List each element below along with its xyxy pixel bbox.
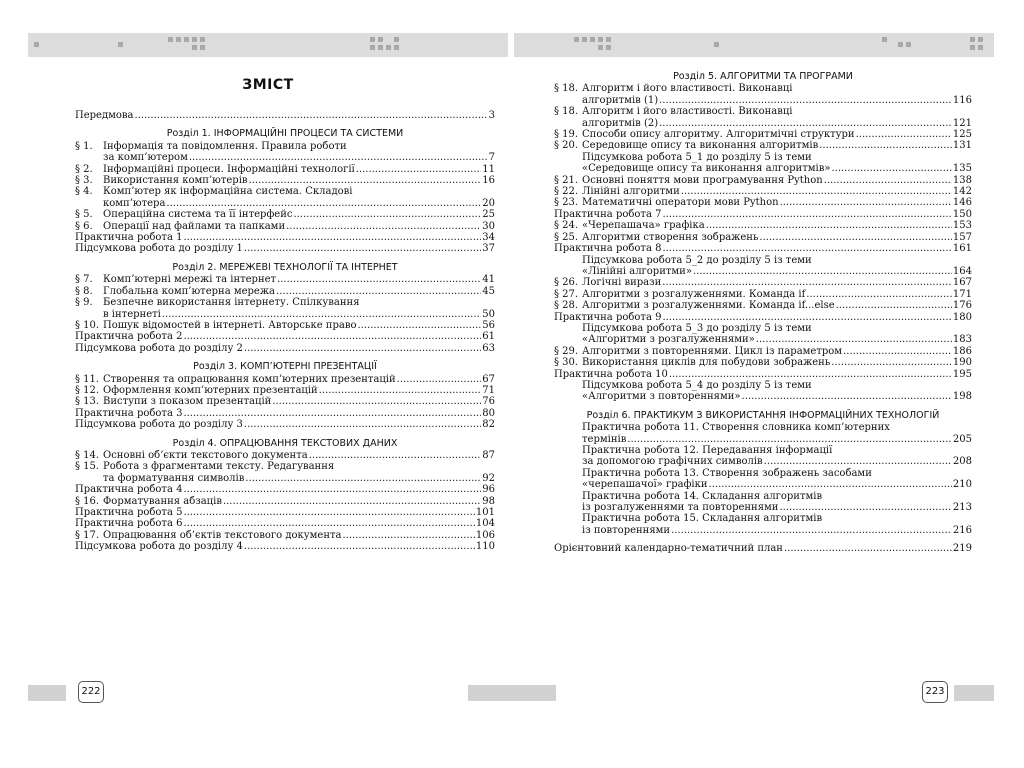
toc-entry-text: Комп’ютер як інформаційна система. Складові <box>103 186 353 198</box>
toc-entry-page: 142 <box>952 186 972 198</box>
toc-entry <box>75 484 495 495</box>
section-heading: Розділ 4. ОПРАЦЮВАННЯ ТЕКСТОВИХ ДАНИХ <box>172 437 398 449</box>
toc-entry-plan <box>554 543 972 554</box>
section-number: § 25. <box>554 231 579 243</box>
leader-dots <box>824 175 952 186</box>
toc-entry-text: Глобальна комп’ютерна мережа <box>103 285 276 297</box>
section-number: § 10. <box>75 319 100 331</box>
toc-entry-page: 219 <box>952 543 972 555</box>
toc-entry-text: Практична робота 1 <box>75 232 183 244</box>
toc-entry-page: 171 <box>952 288 972 300</box>
section-number: § 7. <box>75 274 93 286</box>
section-number: § 16. <box>75 495 100 507</box>
leader-dots <box>671 525 952 536</box>
leader-dots <box>662 277 952 288</box>
toc-entry-page: 50 <box>482 308 495 320</box>
toc-entry-text: Операції над файлами та папками <box>103 220 286 232</box>
section-number: § 22. <box>554 186 579 198</box>
leader-dots <box>831 357 952 368</box>
toc-entry-text: за комп’ютером <box>103 152 188 164</box>
toc-entry-text: Підсумкова робота до розділу 1 <box>75 243 243 255</box>
toc-entry-text: із розгалуженнями та повтореннями <box>582 502 779 514</box>
leader-dots <box>356 164 482 175</box>
right-page <box>514 33 994 713</box>
leader-dots <box>662 243 951 254</box>
toc-entry-text: Основні об’єкти текстового документа <box>103 449 308 461</box>
toc-entry-page: 125 <box>952 129 972 141</box>
toc-entry-text: Передмова <box>75 110 134 121</box>
toc-entry-page: 104 <box>475 518 495 530</box>
toc-entry-page: 216 <box>952 524 972 536</box>
leader-dots <box>764 456 952 467</box>
toc-entry-text: Середовище опису та виконання алгоритмів <box>582 140 819 152</box>
leader-dots <box>244 419 481 430</box>
toc-entry-text: Практична робота 10 <box>554 368 668 380</box>
footer-band <box>28 685 66 701</box>
leader-dots <box>627 434 952 445</box>
toc-entry-page: 195 <box>952 368 972 380</box>
toc-entry <box>75 518 495 529</box>
toc-entry-text: Алгоритми з розгалуженнями. Команда if...else <box>582 300 835 312</box>
toc-entry <box>75 221 495 232</box>
section-number: § 1. <box>75 140 93 152</box>
section-number: § 12. <box>75 384 100 396</box>
toc-entry <box>75 419 495 430</box>
toc-entry-page: 198 <box>952 391 972 403</box>
toc-entry <box>554 255 972 278</box>
leader-dots <box>183 518 474 529</box>
toc-entry-page: 87 <box>482 449 495 461</box>
toc-entry-page: 161 <box>952 243 972 255</box>
section-number: § 21. <box>554 174 579 186</box>
toc-entry-text: Практична робота 12. Передавання інформації <box>582 445 833 456</box>
toc-entry-text: Практична робота 4 <box>75 484 183 496</box>
section-number: § 30. <box>554 357 579 369</box>
section-heading: Розділ 3. КОМП’ЮТЕРНІ ПРЕЗЕНТАЦІЇ <box>193 361 377 373</box>
section-number: § 5. <box>75 209 93 221</box>
leader-dots <box>843 346 952 357</box>
toc-entry-page: 131 <box>952 140 972 152</box>
toc-entry <box>554 106 972 129</box>
toc-entry <box>75 496 495 507</box>
toc-entry-page: 63 <box>482 342 495 354</box>
toc-entry-text: Практична робота 8 <box>554 243 662 255</box>
toc-entry-text: алгоритмів (1) <box>582 94 659 106</box>
leader-dots <box>286 221 481 232</box>
section-number: § 14. <box>75 449 100 461</box>
toc-entry-page: 150 <box>952 208 972 220</box>
toc-entry-page: 146 <box>952 197 972 209</box>
top-decor-band <box>514 33 994 57</box>
page-number: 222 <box>78 681 104 703</box>
section-number: § 19. <box>554 129 579 141</box>
leader-dots <box>249 175 482 186</box>
toc-entry-page: 135 <box>952 163 972 175</box>
leader-dots <box>659 95 952 106</box>
toc-entry <box>554 380 972 403</box>
toc-entry-page: 205 <box>952 433 972 445</box>
toc-entry <box>75 374 495 385</box>
section-number: § 23. <box>554 197 579 209</box>
leader-dots <box>183 484 481 495</box>
toc-entry-text: та форматування символів <box>103 472 245 484</box>
toc-entry-text: Основні поняття мови програмування Python <box>582 174 823 186</box>
toc-entry-page: 11 <box>482 163 495 175</box>
leader-dots <box>183 408 481 419</box>
leader-dots <box>272 396 481 407</box>
leader-dots <box>245 473 481 484</box>
toc-entry <box>554 175 972 186</box>
toc-entry <box>554 346 972 357</box>
toc-entry-page: 3 <box>488 110 495 121</box>
toc-entry <box>75 450 495 461</box>
toc-entry-text: Операційна система та її інтерфейс <box>103 209 293 221</box>
toc-entry-text: Пошук відомостей в інтернеті. Авторське право <box>103 319 357 331</box>
toc-entry-page: 213 <box>952 502 972 514</box>
toc-entry <box>554 445 972 468</box>
toc-entry <box>75 243 495 254</box>
toc-entry-page: 110 <box>475 541 495 553</box>
toc-entry-page: 101 <box>475 507 495 518</box>
toc-entry-text: Алгоритми створення зображень <box>582 231 759 243</box>
toc-entry-text: Форматування абзаців <box>103 495 222 507</box>
toc-entry-page: 190 <box>952 357 972 369</box>
toc-entry <box>75 141 495 164</box>
leader-dots <box>836 300 952 311</box>
toc-entry-text: Інформаційні процеси. Інформаційні технології <box>103 163 355 175</box>
leader-dots <box>183 331 481 342</box>
toc-entry <box>554 197 972 208</box>
leader-dots <box>135 110 488 121</box>
toc-entry <box>75 507 495 518</box>
toc-entry <box>75 320 495 331</box>
toc-entry-text: Практична робота 7 <box>554 208 662 220</box>
toc-entry-page: 116 <box>952 94 972 106</box>
leader-dots <box>806 289 952 300</box>
toc-entry-page: 67 <box>482 373 495 385</box>
leader-dots <box>669 369 952 380</box>
toc-entry-page: 98 <box>482 495 495 507</box>
toc-entry-text: Підсумкова робота 5_3 до розділу 5 із теми <box>582 322 812 334</box>
toc-right-content <box>554 71 972 555</box>
leader-dots <box>166 198 481 209</box>
toc-entry-page: 121 <box>952 117 972 129</box>
toc-title: ЗМІСТ <box>242 77 294 93</box>
toc-entry-text: «Лінійні алгоритми» <box>582 265 692 277</box>
toc-entry-text: Практична робота 5 <box>75 507 183 518</box>
section-number: § 3. <box>75 175 93 187</box>
leader-dots <box>693 266 952 277</box>
toc-entry-text: Практична робота 9 <box>554 311 662 323</box>
section-number: § 26. <box>554 277 579 289</box>
toc-entry-text: Орієнтовний календарно-тематичний план <box>554 543 783 555</box>
toc-entry-page: 92 <box>482 472 495 484</box>
section-number: § 8. <box>75 285 93 297</box>
toc-entry-page: 80 <box>482 407 495 419</box>
top-decor-band <box>28 33 508 57</box>
toc-entry-text: Підсумкова робота 5_4 до розділу 5 із теми <box>582 379 812 391</box>
toc-entry-text: Комп’ютерні мережі та інтернет <box>103 274 277 286</box>
section-number: § 18. <box>554 83 579 95</box>
section-number: § 4. <box>75 186 93 198</box>
toc-entry-page: 20 <box>482 197 495 209</box>
toc-entry-page: 61 <box>482 331 495 343</box>
toc-entry-page: 7 <box>488 152 495 164</box>
section-number: § 20. <box>554 140 579 152</box>
toc-entry <box>554 277 972 288</box>
toc-entry <box>75 343 495 354</box>
toc-entry <box>75 396 495 407</box>
toc-entry-page: 106 <box>475 529 495 541</box>
toc-entry <box>554 289 972 300</box>
section-number: § 13. <box>75 396 100 408</box>
toc-entry <box>75 331 495 342</box>
leader-dots <box>357 320 481 331</box>
leader-dots <box>397 374 482 385</box>
leader-dots <box>756 334 952 345</box>
toc-entry-text: Практична робота 11. Створення словника комп’ютерних <box>582 422 890 434</box>
toc-entry-page: 164 <box>952 265 972 277</box>
toc-entry-text: Безпечне використання інтернету. Спілкування <box>103 297 360 309</box>
toc-entry <box>554 129 972 140</box>
section-heading: Розділ 5. АЛГОРИТМИ ТА ПРОГРАМИ <box>673 71 853 82</box>
toc-entry-text: Алгоритм і його властивості. Виконавці <box>582 106 793 118</box>
leader-dots <box>784 543 952 554</box>
leader-dots <box>244 343 481 354</box>
section-number: § 2. <box>75 163 93 175</box>
section-number: § 11. <box>75 373 100 385</box>
leader-dots <box>293 209 481 220</box>
section-number: § 24. <box>554 220 579 232</box>
leader-dots <box>659 118 952 129</box>
section-heading: Розділ 2. МЕРЕЖЕВІ ТЕХНОЛОГІЇ ТА ІНТЕРНЕТ <box>172 261 398 273</box>
footer-band <box>954 685 994 701</box>
leader-dots <box>759 232 951 243</box>
toc-entry-text: Створення та опрацювання комп’ютерних презентацій <box>103 373 396 385</box>
leader-dots <box>681 186 952 197</box>
leader-dots <box>309 450 482 461</box>
toc-entry-text: Підсумкова робота до розділу 3 <box>75 419 243 431</box>
leader-dots <box>831 163 951 174</box>
leader-dots <box>189 152 488 163</box>
toc-entry-text: Підсумкова робота до розділу 4 <box>75 541 243 553</box>
toc-entry-text: «черепашачої» графіки <box>582 479 708 491</box>
toc-entry <box>554 140 972 151</box>
leader-dots <box>856 129 952 140</box>
leader-dots <box>277 274 481 285</box>
toc-entry <box>554 209 972 220</box>
toc-entry-text: Алгоритми з повтореннями. Цикл із параметром <box>582 345 843 357</box>
toc-entry-page: 176 <box>952 300 972 312</box>
toc-left-content <box>75 110 495 553</box>
toc-entry-page: 56 <box>482 319 495 331</box>
toc-entry <box>75 461 495 484</box>
toc-entry <box>75 175 495 186</box>
toc-entry <box>554 300 972 311</box>
leader-dots <box>162 309 481 320</box>
toc-entry-page: 25 <box>482 209 495 221</box>
toc-entry-text: Лінійні алгоритми <box>582 186 680 198</box>
toc-entry <box>75 164 495 175</box>
toc-entry-text: «Черепашача» графіка <box>582 220 705 232</box>
toc-entry-text: алгоритмів (2) <box>582 117 659 129</box>
toc-entry-text: термінів <box>582 433 627 445</box>
toc-entry-text: за допомогою графічних символів <box>582 456 763 468</box>
toc-entry <box>75 297 495 320</box>
toc-entry-page: 41 <box>482 274 495 286</box>
toc-entry <box>554 357 972 368</box>
toc-entry-page: 157 <box>952 231 972 243</box>
toc-entry <box>554 220 972 231</box>
toc-entry-text: Практична робота 3 <box>75 407 183 419</box>
toc-entry-text: Підсумкова робота 5_1 до розділу 5 із теми <box>582 151 812 163</box>
section-number: § 29. <box>554 345 579 357</box>
section-number: § 15. <box>75 461 100 473</box>
leader-dots <box>662 209 951 220</box>
toc-entry-text: Оформлення комп’ютерних презентацій <box>103 384 318 396</box>
gutter-band <box>468 685 556 701</box>
toc-entry-text: із повтореннями <box>582 524 671 536</box>
toc-entry-text: Алгоритм і його властивості. Виконавці <box>582 83 793 95</box>
section-heading: Розділ 1. ІНФОРМАЦІЙНІ ПРОЦЕСИ ТА СИСТЕМИ <box>166 128 404 140</box>
toc-entry-text: Інформація та повідомлення. Правила роботи <box>103 140 347 152</box>
toc-entry <box>554 312 972 323</box>
toc-entry <box>75 541 495 552</box>
toc-entry-page: 96 <box>482 484 495 496</box>
toc-entry-text: Виступи з показом презентацій <box>103 396 272 408</box>
toc-entry <box>554 323 972 346</box>
toc-entry <box>75 530 495 541</box>
toc-entry-page: 210 <box>952 479 972 491</box>
toc-entry <box>75 209 495 220</box>
toc-entry-text: Опрацювання об’єктів текстового документа <box>103 529 342 541</box>
toc-entry-page: 71 <box>482 384 495 396</box>
leader-dots <box>183 507 474 518</box>
toc-entry <box>75 274 495 285</box>
toc-entry <box>554 243 972 254</box>
toc-entry <box>554 232 972 243</box>
toc-entry-page: 183 <box>952 334 972 346</box>
toc-entry-text: Робота з фрагментами тексту. Редагування <box>103 461 335 473</box>
leader-dots <box>780 197 952 208</box>
toc-entry <box>554 513 972 536</box>
leader-dots <box>819 140 952 151</box>
page-number: 223 <box>922 681 948 703</box>
toc-entry-text: Використання комп’ютерів <box>103 175 248 187</box>
toc-entry-text: комп’ютера <box>103 197 166 209</box>
toc-entry-text: Використання циклів для побудови зображень <box>582 357 831 369</box>
left-page <box>28 33 508 713</box>
leader-dots <box>706 220 952 231</box>
toc-entry-text: Практична робота 6 <box>75 518 183 530</box>
leader-dots <box>223 496 481 507</box>
section-number: § 6. <box>75 220 93 232</box>
section-number: § 28. <box>554 300 579 312</box>
leader-dots <box>709 479 952 490</box>
toc-entry-page: 186 <box>952 345 972 357</box>
toc-entry-text: Логічні вирази <box>582 277 662 289</box>
toc-entry <box>75 186 495 209</box>
toc-entry-page: 138 <box>952 174 972 186</box>
leader-dots <box>779 502 951 513</box>
toc-entry <box>554 468 972 491</box>
toc-entry <box>554 83 972 106</box>
toc-entry <box>75 385 495 396</box>
toc-entry-text: Практична робота 13. Створення зображень засобами <box>582 467 872 479</box>
toc-entry-text: Практична робота 15. Складання алгоритмів <box>582 513 823 525</box>
section-number: § 18. <box>554 106 579 118</box>
toc-entry-preface <box>75 110 495 121</box>
toc-entry-text: Алгоритми з розгалуженнями. Команда if <box>582 288 806 300</box>
leader-dots <box>662 312 951 323</box>
toc-entry-page: 208 <box>952 456 972 468</box>
leader-dots <box>742 391 952 402</box>
toc-entry-text: Практична робота 2 <box>75 331 183 343</box>
leader-dots <box>183 232 481 243</box>
toc-entry-text: Підсумкова робота до розділу 2 <box>75 342 243 354</box>
toc-entry <box>554 491 972 514</box>
toc-entry <box>554 369 972 380</box>
toc-entry-text: «Середовище опису та виконання алгоритмів» <box>582 163 831 175</box>
toc-entry-page: 153 <box>952 220 972 232</box>
toc-entry <box>75 286 495 297</box>
toc-entry <box>75 232 495 243</box>
toc-entry-page: 45 <box>482 285 495 297</box>
section-number: § 27. <box>554 288 579 300</box>
toc-entry-page: 82 <box>482 419 495 431</box>
toc-entry-page: 76 <box>482 396 495 408</box>
toc-entry-text: «Алгоритми з повтореннями» <box>582 391 741 403</box>
toc-entry <box>75 408 495 419</box>
toc-entry-text: Математичні оператори мови Python <box>582 197 779 209</box>
leader-dots <box>244 541 475 552</box>
section-number: § 17. <box>75 529 100 541</box>
toc-entry <box>554 422 972 445</box>
toc-entry-text: Підсумкова робота 5_2 до розділу 5 із теми <box>582 254 812 266</box>
leader-dots <box>319 385 482 396</box>
toc-entry-page: 37 <box>482 243 495 255</box>
leader-dots <box>343 530 475 541</box>
toc-entry-text: «Алгоритми з розгалуженнями» <box>582 334 755 346</box>
section-heading: Розділ 6. ПРАКТИКУМ З ВИКОРИСТАННЯ ІНФОРМАЦІЙНИХ ТЕХНОЛОГІЙ <box>586 409 940 421</box>
toc-entry-text: в інтернеті <box>103 308 161 320</box>
toc-entry-text: Способи опису алгоритму. Алгоритмічні структури <box>582 129 855 141</box>
leader-dots <box>276 286 481 297</box>
leader-dots <box>244 243 481 254</box>
toc-entry-page: 30 <box>482 220 495 232</box>
section-number: § 9. <box>75 297 93 309</box>
toc-entry <box>554 152 972 175</box>
toc-entry-text: Практична робота 14. Складання алгоритмів <box>582 490 823 502</box>
toc-entry-page: 180 <box>952 311 972 323</box>
toc-entry-page: 16 <box>482 175 495 187</box>
toc-entry <box>554 186 972 197</box>
toc-entry-page: 34 <box>482 232 495 244</box>
toc-entry-page: 167 <box>952 277 972 289</box>
